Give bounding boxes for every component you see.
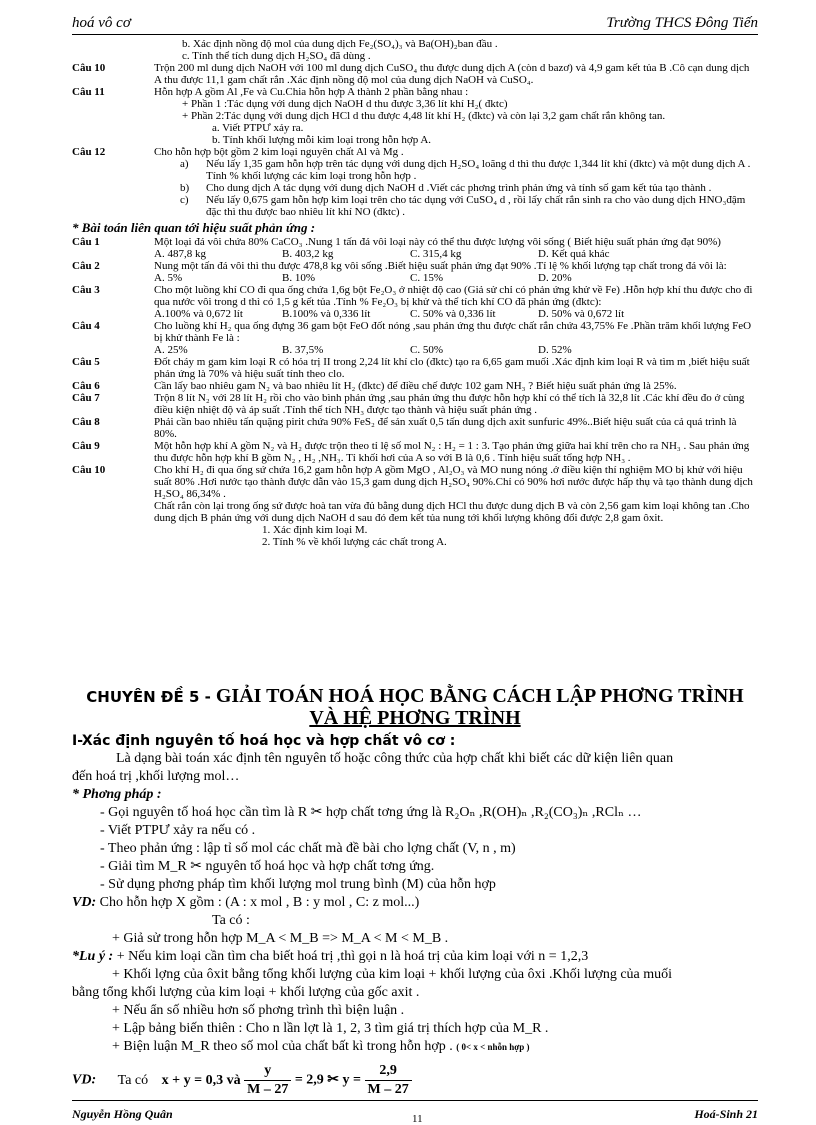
question-12a — [72, 146, 758, 158]
q11-part-1: + Phần 1 :Tác dụng với dung dịch NaOH d thu được 3,36 lít khí H₂( đktc) — [182, 98, 508, 110]
question-extra-text: Chất rắn còn lại trong ống sứ được hoà tan vừa đủ bằng dung dịch HCl thu được dung dịch B và còn 2,56 gam kim loại không tan .Cho dung dịch B phản ứng với dung dịch NaOH d sau đó đem kết tủa nung tới khối lượng không đổi được 2,8 gam ôxit. — [154, 500, 750, 524]
theory-section — [72, 732, 758, 1099]
note-1: + Nếu kim loại cần tìm cha biết hoá trị ,thì gọi n là hoá trị của kim loại với n = 1,2,3 — [116, 949, 589, 964]
question-text: Cho luồng khí H₂ qua ống đựng 36 gam bột FeO đốt nóng ,sau phản ứng thu được chất rắn chứa 43,75% Fe .Phần trăm khối lượng FeO bị khử thành Fe là : — [154, 320, 752, 344]
method-step-3: - Theo phản ứng : lập tỉ số mol các chất mà đề bài cho lợng chất (V, n , m) — [100, 841, 516, 856]
footer-author: Nguyễn Hồng Quân — [72, 1107, 173, 1121]
answer-option: A. 5% — [154, 272, 183, 284]
answer-option: C. 50% và 0,336 lít — [410, 308, 496, 320]
chapter-title-line-2: VÀ HỆ PHƠNG TRÌNH — [309, 707, 521, 729]
method-label: * Phơng pháp : — [72, 787, 162, 802]
question-label: Câu 3 — [72, 284, 100, 296]
answer-option: A. 487,8 kg — [154, 248, 206, 260]
fraction-denominator: M – 27 — [367, 1082, 409, 1097]
question-label: Câu 10 — [72, 464, 106, 476]
question-item — [72, 464, 758, 500]
page-number: 11 — [412, 1113, 423, 1125]
question-11a — [72, 86, 758, 98]
question-item — [72, 320, 758, 344]
q11-sub-b: b. Tính khối lượng mỗi kim loại trong hỗn hợp A. — [212, 134, 432, 146]
answer-option: A. 25% — [154, 344, 188, 356]
question-text: Trộn 8 lít N₂ với 28 lít H₂ rồi cho vào bình phản ứng ,sau phản ứng thu được hỗn hợp khí có thể tích là 32,8 lít .Các khí đều đo ở cùng điều kiện nhiệt độ và áp suất .Tính thể tích NH₃ được tạo thành và hiệu suất phản ứng . — [154, 392, 745, 416]
question-label: Câu 4 — [72, 320, 100, 332]
question-label: Câu 12 — [72, 146, 106, 158]
method-step-1: - Gọi nguyên tố hoá học cần tìm là R ✂ hợp chất tơng ứng là R₂Oₙ ,R(OH)ₙ ,R₂(CO₃)ₙ ,RClₙ … — [100, 805, 642, 820]
question-text: Cho một luồng khí CO đi qua ống chứa 1,6g bột Fe₂O₃ ở nhiệt độ cao (Giả sử chỉ có phản ứng khử về Fe) .Hỗn hợp khí thu được cho đi qua nước vôi trong d thì có 1,5 g kết tủa .Tính % Fe₂O₃ bị khử và thể tích khí CO đã phản ứng (đktc): — [154, 284, 753, 308]
item-text: Cho dung dịch A tác dụng với dung dịch NaOH d .Viết các phơng trình phản ứng và tính số gam kết tủa tạo thành . — [206, 182, 712, 194]
question-sub-item: 2. Tính % về khối lượng các chất trong A. — [262, 536, 447, 548]
answer-option: C. 315,4 kg — [410, 248, 462, 260]
q11-sub-a: a. Viết PTPƯ xảy ra. — [212, 122, 304, 134]
note-6-line — [72, 1038, 758, 1056]
equation-1: x + y = 0,3 và — [161, 1072, 241, 1088]
example-2-taco: Ta có — [117, 1072, 149, 1088]
question-text: Một hỗn hợp khí A gồm N₂ và H₂ được trộn theo tỉ lệ số mol N₂ : H₂ = 1 : 3. Tạo phản ứng giữa hai khí trên cho ra NH₃ . Sau phản ứng thu được hỗn hợp khí B gồm N₂ , H₂ ,NH₃. Tỉ khối hơi của A so với B là 0,6 . Tính hiệu suất tổng hợp NH₃ . — [154, 440, 750, 464]
question-text: Trộn 200 ml dung dịch NaOH với 100 ml dung dịch CuSO₄ thu được dung dịch A (còn d bazơ) và 4,9 gam kết tủa B .Cô cạn dung dịch A thu được 11,1 gam chất rắn .Xác định nồng độ mol của dung dịch NaOH và CuSO₄. — [154, 62, 750, 86]
footer-right-text: Hoá-Sinh 21 — [694, 1107, 758, 1121]
answer-option: D. Kết quả khác — [538, 248, 610, 260]
chapter-label: CHUYÊN ĐỀ 5 - — [86, 688, 211, 706]
fraction-denominator: M – 27 — [247, 1082, 289, 1097]
method-step-5: - Sử dụng phơng pháp tìm khối lượng mol trung bình (M) của hỗn hợp — [100, 877, 496, 892]
answer-option: D. 52% — [538, 344, 572, 356]
question-text: Phải cần bao nhiêu tấn quặng pirit chứa 90% FeS₂ để sản xuất 0,5 tấn dung dịch axit sunfuric 49%..Biết hiệu suất của cả quá trình là 80%. — [154, 416, 737, 440]
item-text: Nếu lấy 1,35 gam hỗn hợp trên tác dụng với dung dịch H₂SO₄ loãng d thì thu được 1,344 lít khí (đktc) và một dung dịch A . Tính % khối lượng các kim loại trong hỗn hợp . — [206, 158, 751, 182]
question-item — [72, 416, 758, 440]
answer-option: A.100% và 0,672 lít — [154, 308, 243, 320]
q11-part-2: + Phần 2:Tác dụng với dung dịch HCl d thu được 4,48 lít khí H₂ (đktc) và còn lại 3,2 gam chất rắn không tan. — [182, 110, 666, 122]
answer-options — [72, 308, 758, 320]
question-item — [72, 284, 758, 308]
question-label: Câu 8 — [72, 416, 100, 428]
answer-option: B. 403,2 kg — [282, 248, 334, 260]
note-2: + Khối lợng của ôxit bằng tổng khối lượng của kim loại + khối lượng của ôxi .Khối lượng của muối — [112, 967, 673, 982]
question-text: Cho hỗn hợp bột gồm 2 kim loại nguyên chất Al và Mg . — [154, 146, 404, 158]
method-step-2: - Viết PTPƯ xảy ra nếu có . — [100, 823, 256, 838]
example-1-text: Cho hỗn hợp X gồm : (A : x mol , B : y mol , C: z mol...) — [99, 895, 420, 910]
fraction-numerator: y — [244, 1062, 291, 1081]
q12-item — [72, 158, 758, 182]
example-label: VD: — [72, 895, 97, 910]
answer-option: B. 37,5% — [282, 344, 324, 356]
question-text: Đốt cháy m gam kim loại R có hóa trị II trong 2,24 lít khí clo (đktc) tạo ra 6,65 gam muối .Xác định kim loại R và tìm m ,biết hiệu suất phản ứng là 70% và hiệu suất tính theo clo. — [154, 356, 750, 380]
question-text: Cho khí H₂ đi qua ống sứ chứa 16,2 gam hỗn hợp A gồm MgO , Al₂O₃ và MO nung nóng .ở điều kiện thí nghiệm MO bị khử với hiệu suất 80% .Hơi nước tạo thành được dẫn vào 15,3 gam dung dịch H₂SO₄ 90%.Chỉ có 90% hơi nước được hấp thụ và tạo thành dung dịch H₂SO₄ 86,34% . — [154, 464, 753, 500]
question-text: Một loại đá vôi chứa 80% CaCO₃ .Nung 1 tấn đá vôi loại này có thể thu được lượng vôi sống ( Biết hiệu suất phản ứng đạt 90%) — [154, 236, 721, 248]
question-text: Nung một tấn đá vôi thì thu được 478,8 kg vôi sống .Biết hiệu suất phản ứng đạt 90% .Tỉ lệ % khối lượng tạp chất trong đá vôi là: — [154, 260, 727, 272]
q12-item — [72, 182, 758, 194]
note-3: bằng tổng khối lượng của kim loại + khối lượng của gốc axit . — [72, 985, 420, 1000]
theory-intro-1: Là dạng bài toán xác định tên nguyên tố hoặc công thức của hợp chất khi biết các dữ kiện liên quan — [116, 751, 674, 766]
answer-option: B. 10% — [282, 272, 315, 284]
question-label: Câu 10 — [72, 62, 106, 74]
q12-item — [72, 194, 758, 218]
question-item — [72, 356, 758, 380]
question-item — [72, 260, 758, 272]
answer-option: C. 50% — [410, 344, 443, 356]
fraction-numerator: 2,9 — [365, 1062, 412, 1081]
exercise-block — [72, 38, 758, 548]
equation-value: = 2,9 ✂ y = — [294, 1072, 362, 1088]
question-item — [72, 236, 758, 248]
question-sub-item: 1. Xác định kim loại M. — [262, 524, 368, 536]
question-label: Câu 1 — [72, 236, 100, 248]
chapter-title-line-1: GIẢI TOÁN HOÁ HỌC BẰNG CÁCH LẬP PHƠNG TRÌNH — [215, 685, 744, 707]
question-label: Câu 9 — [72, 440, 100, 452]
question-item — [72, 392, 758, 416]
note-4: + Nếu ẩn số nhiều hơn số phơng trình thì biện luận . — [112, 1003, 405, 1018]
assumption-text: + Giả sử trong hỗn hợp M_A < M_B => M_A < M < M_B . — [112, 931, 449, 946]
answer-option: B.100% và 0,336 lít — [282, 308, 371, 320]
note-5: + Lập bảng biến thiên : Cho n lần lợt là 1, 2, 3 tìm giá trị thích hợp của M_R . — [112, 1021, 549, 1036]
header-left-text: hoá vô cơ — [72, 15, 131, 31]
answer-options — [72, 344, 758, 356]
fraction-1 — [244, 1062, 291, 1099]
item-letter: b) — [180, 182, 190, 194]
question-label: Câu 7 — [72, 392, 100, 404]
example-2-label: VD: — [72, 1072, 97, 1088]
answer-options — [72, 248, 758, 260]
line-c: c. Tính thể tích dung dịch H₂SO₄ đã dùng . — [182, 50, 371, 62]
method-step-4: - Giải tìm M_R ✂ nguyên tố hoá học và hợp chất tơng ứng. — [100, 859, 435, 874]
note-6-condition: ( 0< x < nhỗn hợp ) — [456, 1042, 530, 1052]
taco-text: Ta có : — [212, 913, 250, 928]
example-2-line — [72, 1062, 758, 1099]
answer-options — [72, 272, 758, 284]
item-letter: c) — [180, 194, 189, 206]
header-right-text: Trường THCS Đông Tiến — [606, 15, 758, 31]
question-label: Câu 5 — [72, 356, 100, 368]
question-item — [72, 380, 758, 392]
item-letter: a) — [180, 158, 189, 170]
chapter-heading — [72, 685, 758, 728]
item-text: Nếu lấy 0,675 gam hỗn hợp kim loại trên cho tác dụng với CuSO₄ d , rồi lấy chất rắn sinh ra cho vào dung dịch HNO₃đậm đặc thì thu được bao nhiêu lít khí NO (đktc) . — [206, 194, 746, 218]
question-label: Câu 11 — [72, 86, 105, 98]
answer-option: C. 15% — [410, 272, 443, 284]
line-b: b. Xác định nồng độ mol của dung dịch Fe₂(SO₄)₃ và Ba(OH)₂ban đầu . — [182, 38, 498, 50]
efficiency-question-list — [72, 236, 758, 548]
theory-intro-2: đến hoá trị ,khối lượng mol… — [72, 769, 240, 784]
question-10a — [72, 62, 758, 86]
question-label: Câu 6 — [72, 380, 100, 392]
section-title-efficiency: * Bài toán liên quan tới hiệu suất phản ứng : — [72, 220, 316, 235]
theory-heading: I-Xác định nguyên tố hoá học và hợp chất vô cơ : — [72, 733, 456, 749]
answer-option: D. 50% và 0,672 lít — [538, 308, 625, 320]
note-6: + Biện luận M_R theo số mol của chất bất kì trong hỗn hợp . — [112, 1039, 453, 1054]
answer-option: D. 20% — [538, 272, 572, 284]
note-label: *Lu ý : — [72, 949, 114, 964]
page-footer — [72, 1100, 758, 1125]
page-header — [72, 6, 758, 35]
question-label: Câu 2 — [72, 260, 100, 272]
question-text: Hỗn hợp A gồm Al ,Fe và Cu.Chia hỗn hợp A thành 2 phần bằng nhau : — [154, 86, 469, 98]
fraction-2 — [365, 1062, 412, 1099]
question-text: Cần lấy bao nhiêu gam N₂ và bao nhiêu lít H₂ (đktc) để điều chế được 102 gam NH₃ ? Biết hiệu suất phản ứng là 25%. — [154, 380, 677, 392]
question-item — [72, 440, 758, 464]
